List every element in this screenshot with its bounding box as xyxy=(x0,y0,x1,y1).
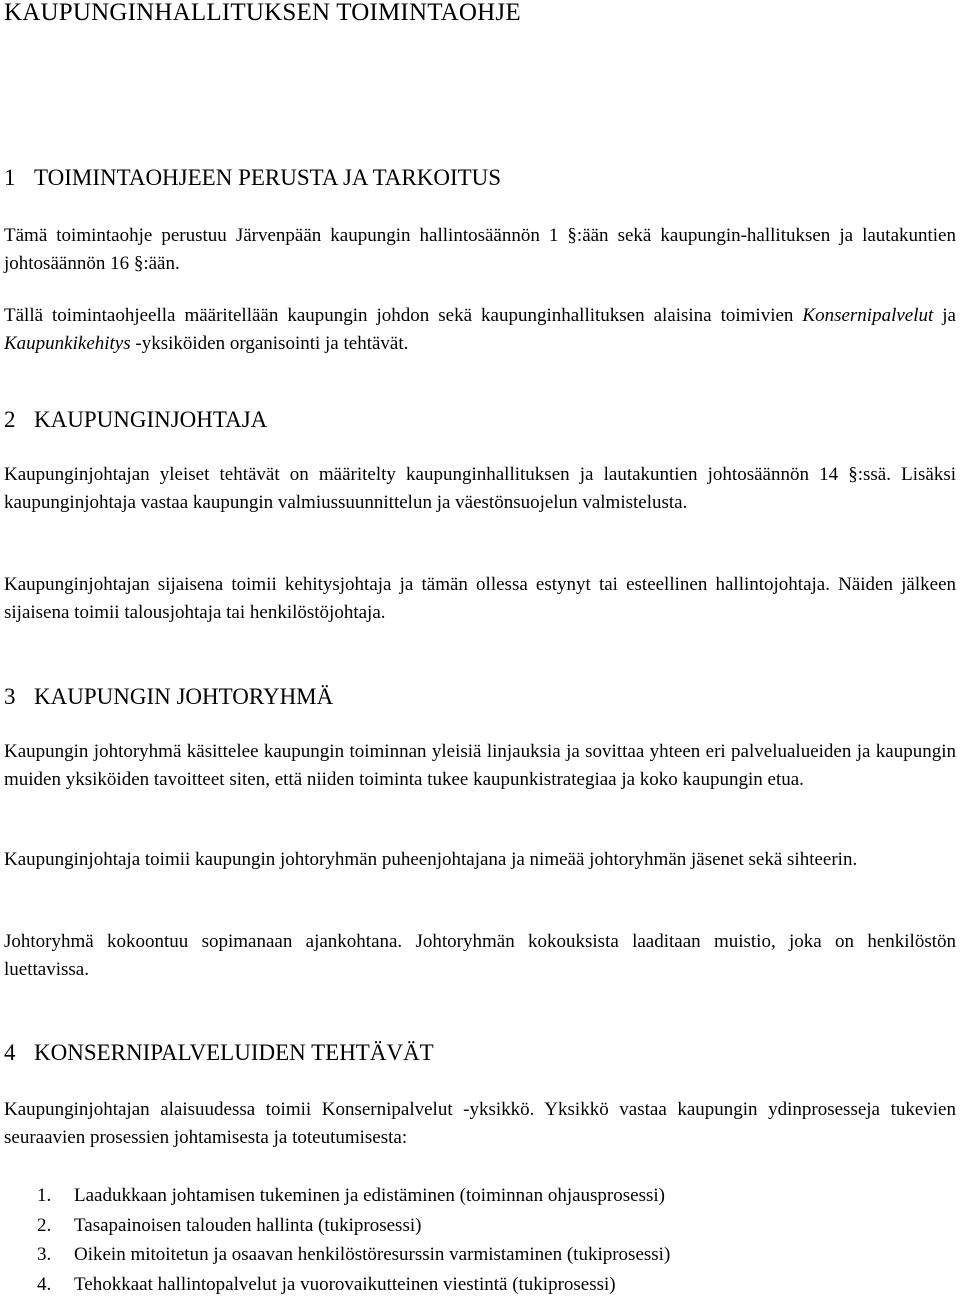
document-title: KAUPUNGINHALLITUKSEN TOIMINTAOHJE xyxy=(4,0,521,26)
section-3-paragraph-1: Kaupungin johtoryhmä käsittelee kaupungin toiminnan yleisiä linjauksia ja sovittaa yhteen eri palvelualueiden ja kaupungin muiden yksiköiden tavoitteet siten, että niiden toiminta tukee kaupunkistrategiaa ja koko kaupungin etua. xyxy=(4,741,956,790)
section-1-paragraph-2 xyxy=(4,302,956,357)
list-item-text: Tasapainoisen talouden hallinta (tukiprosessi) xyxy=(74,1214,422,1236)
section-4-paragraph-1: Kaupunginjohtajan alaisuudessa toimii Konsernipalvelut -yksikkö. Yksikkö vastaa kaupungin ydinprosesseja tukevien seuraavien prosessien johtamisesta ja toteutumisesta: xyxy=(4,1099,956,1148)
section-1-paragraph-2-part-a: Tällä toimintaohjeella määritellään kaupungin johdon sekä kaupunginhallituksen alaisina toimivien xyxy=(4,305,803,326)
list-item-number: 4. xyxy=(37,1273,52,1295)
section-1-heading xyxy=(4,164,501,192)
section-2-paragraph-1: Kaupunginjohtajan yleiset tehtävät on määritelty kaupunginhallituksen ja lautakuntien johtosäännön 14 §:ssä. Lisäksi kaupunginjohtaja vastaa kaupungin valmiussuunnittelun ja väestönsuojelun valmistelusta. xyxy=(4,464,956,513)
section-4-number: 4 xyxy=(4,1040,16,1065)
section-2-title: KAUPUNGINJOHTAJA xyxy=(34,407,268,432)
list-item-text: Tehokkaat hallintopalvelut ja vuorovaikutteinen viestintä (tukiprosessi) xyxy=(74,1273,616,1295)
section-3-paragraph-2: Kaupunginjohtaja toimii kaupungin johtoryhmän puheenjohtajana ja nimeää johtoryhmän jäsenet sekä sihteerin. xyxy=(4,849,858,870)
list-item xyxy=(4,1240,670,1270)
section-4-title: KONSERNIPALVELUIDEN TEHTÄVÄT xyxy=(34,1040,434,1065)
section-1-title: TOIMINTAOHJEEN PERUSTA JA TARKOITUS xyxy=(34,165,502,190)
list-item xyxy=(4,1181,670,1211)
section-3-heading xyxy=(4,683,333,711)
list-item xyxy=(4,1211,670,1241)
section-3-number: 3 xyxy=(4,684,16,709)
section-1-paragraph-2-part-c: -yksiköiden organisointi ja tehtävät. xyxy=(130,332,409,354)
section-1-number: 1 xyxy=(4,165,16,190)
section-3-paragraph-3: Johtoryhmä kokoontuu sopimanaan ajankohtana. Johtoryhmän kokouksista laaditaan muistio, joka on henkilöstön luettavissa. xyxy=(4,931,956,980)
list-item-number: 2. xyxy=(37,1214,52,1236)
kaupunkikehitys-term: Kaupunkikehitys xyxy=(4,332,131,354)
section-1-paragraph-2-part-b: ja xyxy=(933,305,956,326)
list-item xyxy=(4,1270,670,1300)
process-list xyxy=(4,1181,670,1299)
section-4-heading xyxy=(4,1039,434,1067)
section-2-paragraph-2: Kaupunginjohtajan sijaisena toimii kehitysjohtaja ja tämän ollessa estynyt tai esteellinen hallintojohtaja. Näiden jälkeen sijaisena toimii talousjohtaja tai henkilöstöjohtaja. xyxy=(4,574,956,623)
section-1-paragraph-1: Tämä toimintaohje perustuu Järvenpään kaupungin hallintosäännön 1 §:ään sekä kaupungin-hallituksen ja lautakuntien johtosäännön 16 §:ään. xyxy=(4,225,956,274)
list-item-text: Laadukkaan johtamisen tukeminen ja edistäminen (toiminnan ohjausprosessi) xyxy=(74,1185,665,1206)
konsernipalvelut-term: Konsernipalvelut xyxy=(802,305,934,326)
section-2-heading xyxy=(4,406,267,434)
list-item-number: 3. xyxy=(37,1244,52,1265)
list-item-text: Oikein mitoitetun ja osaavan henkilöstöresurssin varmistaminen (tukiprosessi) xyxy=(74,1244,671,1265)
section-2-number: 2 xyxy=(4,407,16,432)
list-item-number: 1. xyxy=(37,1185,52,1206)
section-3-title: KAUPUNGIN JOHTORYHMÄ xyxy=(34,684,334,709)
